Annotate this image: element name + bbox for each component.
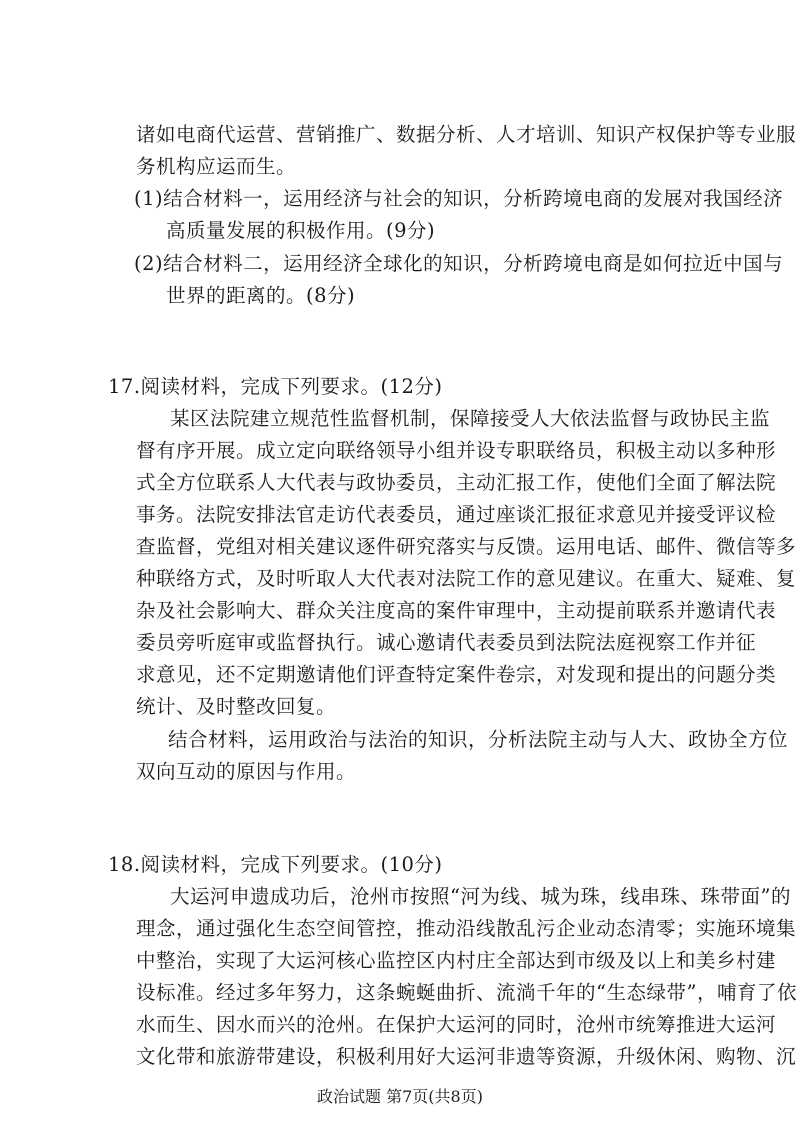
sub-question-2: (2)结合材料二，运用经济全球化的知识，分析跨境电商是如何拉近中国与 (134, 252, 784, 275)
q17-material-line: 某区法院建立规范性监督机制，保障接受人大依法监督与政协民主监 (170, 407, 771, 430)
q18-material-line: 理念，通过强化生态空间管控，推动沿线散乱污企业动态清零；实施环境集 (136, 917, 797, 940)
question-18-heading: 18.阅读材料，完成下列要求。(10分) (108, 853, 443, 876)
q17-material-line: 统计、及时整改回复。 (136, 695, 337, 718)
q17-material-line: 事务。法院安排法官走访代表委员，通过座谈汇报征求意见并接受评议检 (136, 503, 777, 526)
q18-material-line: 大运河申遗成功后，沧州市按照“河为线、城为珠，线串珠、珠带面”的 (170, 885, 791, 908)
q18-material-line: 设标准。经过多年努力，这条蜿蜒曲折、流淌千年的“生态绿带”，哺育了依 (136, 981, 797, 1004)
q17-material-line: 督有序开展。成立定向联络领导小组并设专职联络员，积极主动以多种形 (136, 439, 777, 462)
q18-material-line: 水而生、因水而兴的沧州。在保护大运河的同时，沧州市统筹推进大运河 (136, 1013, 777, 1036)
q18-material-line: 文化带和旅游带建设，积极利用好大运河非遗等资源，升级休闲、购物、沉 (136, 1045, 797, 1068)
material-continuation-line: 诸如电商代运营、营销推广、数据分析、人才培训、知识产权保护等专业服 (136, 123, 797, 146)
q18-material-line: 中整治，实现了大运河核心监控区内村庄全部达到市级及以上和美乡村建 (136, 949, 777, 972)
sub-question-1-cont: 高质量发展的积极作用。(9分) (166, 219, 436, 242)
question-17-heading: 17.阅读材料，完成下列要求。(12分) (108, 375, 443, 398)
q17-material-line: 委员旁听庭审或监督执行。诚心邀请代表委员到法院法庭视察工作并征 (136, 631, 757, 654)
q17-material-line: 种联络方式，及时听取人大代表对法院工作的意见建议。在重大、疑难、复 (136, 567, 797, 590)
q17-material-line: 查监督，党组对相关建议逐件研究落实与反馈。运用电话、邮件、微信等多 (136, 535, 797, 558)
material-continuation-line: 务机构应运而生。 (136, 155, 297, 178)
sub-question-2-cont: 世界的距离的。(8分) (166, 284, 356, 307)
q17-material-line: 式全方位联系人大代表与政协委员，主动汇报工作，使他们全面了解法院 (136, 471, 777, 494)
sub-question-1: (1)结合材料一，运用经济与社会的知识，分析跨境电商的发展对我国经济 (134, 187, 784, 210)
q17-question-line: 双向互动的原因与作用。 (136, 760, 357, 783)
q17-material-line: 杂及社会影响大、群众关注度高的案件审理中，主动提前联系并邀请代表 (136, 599, 777, 622)
q17-question-line: 结合材料，运用政治与法治的知识，分析法院主动与人大、政协全方位 (168, 728, 789, 751)
q17-material-line: 求意见，还不定期邀请他们评查特定案件卷宗，对发现和提出的问题分类 (136, 663, 777, 686)
page-footer: 政治试题 第7页(共8页) (317, 1087, 483, 1106)
